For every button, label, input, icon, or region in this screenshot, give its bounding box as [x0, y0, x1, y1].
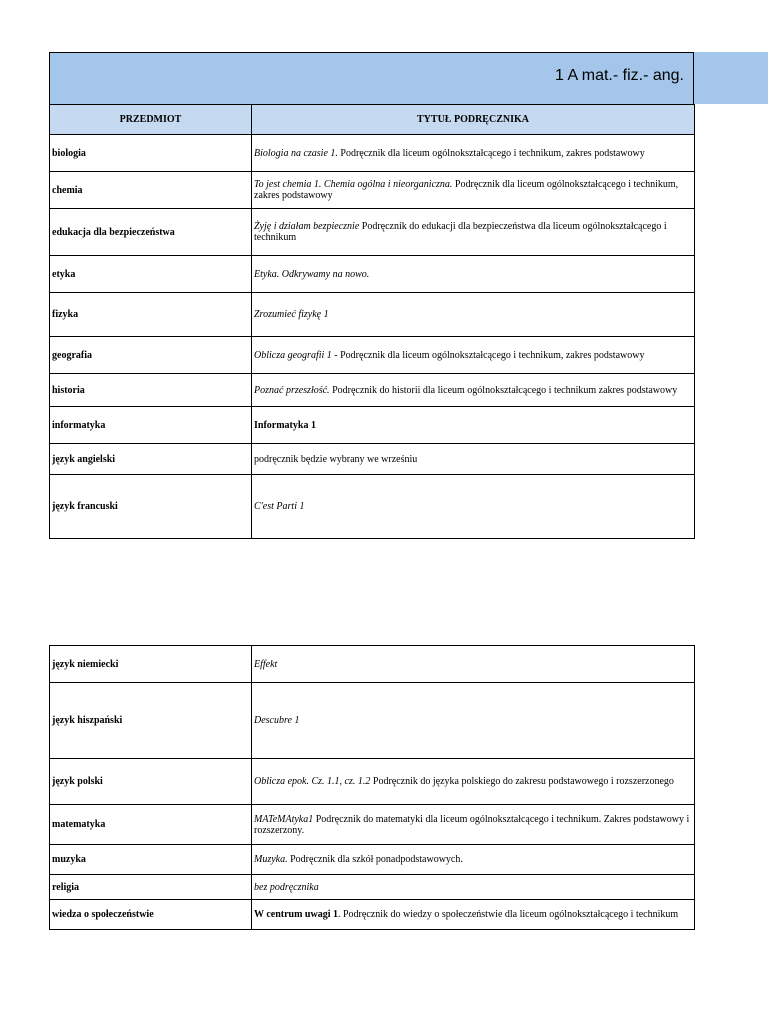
textbook-title-italic: Effekt	[254, 658, 278, 670]
table-row	[50, 135, 695, 172]
textbook-title-cell	[252, 900, 695, 930]
textbook-title-cell	[252, 845, 695, 875]
textbook-description: Podręcznik dla liceum ogólnokształcącego i technikum, zakres podstawowy	[254, 179, 679, 201]
subject-cell: język hiszpański	[50, 683, 252, 759]
textbook-description: Podręcznik do edukacji dla bezpieczeństwa dla liceum ogólnokształcącego i technikum	[254, 221, 667, 243]
table-row	[50, 293, 695, 337]
textbook-title-italic: MATeMAtyka1	[254, 813, 314, 825]
textbook-title-italic: Zrozumieć fizykę 1	[254, 309, 329, 320]
subject-cell: biologia	[50, 135, 252, 172]
subject-cell: religia	[50, 875, 252, 900]
textbook-title-italic: Oblicza geografii 1	[254, 349, 332, 361]
textbook-description: . Podręcznik do wiedzy o społeczeństwie dla liceum ogólnokształcącego i technikum	[337, 909, 679, 920]
table-row	[50, 256, 695, 293]
textbook-title-italic: Biologia na czasie 1.	[254, 147, 338, 159]
textbook-title-bold: W centrum uwagi 1	[254, 909, 338, 920]
table-header-row	[50, 105, 695, 135]
textbook-title-cell	[252, 646, 695, 683]
table-row	[50, 337, 695, 374]
textbook-title-italic: Muzyka.	[254, 854, 288, 865]
table-row	[50, 875, 695, 900]
textbook-description: Podręcznik do języka polskiego do zakresu podstawowego i rozszerzonego	[370, 776, 674, 787]
table-row	[50, 845, 695, 875]
table-row	[50, 444, 695, 475]
subject-cell: geografia	[50, 337, 252, 374]
textbook-table-2	[49, 645, 695, 930]
textbook-title-italic: C'est Parti 1	[254, 501, 305, 512]
textbook-title-italic: Etyka. Odkrywamy na nowo.	[254, 268, 370, 280]
subject-cell: etyka	[50, 256, 252, 293]
subject-cell: język polski	[50, 759, 252, 805]
textbook-title-cell	[252, 374, 695, 407]
textbook-title-cell	[252, 683, 695, 759]
table-row	[50, 475, 695, 539]
textbook-description: Podręcznik do matematyki dla liceum ogólnokształcącego i technikum. Zakres podstawowy i rozszerzony.	[254, 813, 690, 836]
textbook-title-bold: Informatyka 1	[254, 419, 316, 431]
subject-cell: język niemiecki	[50, 646, 252, 683]
textbook-description: Podręcznik dla liceum ogólnokształcącego i technikum, zakres podstawowy	[337, 147, 645, 159]
textbook-title-cell	[252, 759, 695, 805]
table-row	[50, 209, 695, 256]
table-row	[50, 374, 695, 407]
textbook-title-cell	[252, 875, 695, 900]
textbook-title-cell	[252, 293, 695, 337]
textbook-description: Podręcznik dla szkół ponadpodstawowych.	[287, 854, 463, 865]
textbook-title-italic: Poznać przeszłość.	[254, 384, 330, 396]
textbook-title-italic: To jest chemia 1. Chemia ogólna i nieorganiczna.	[254, 179, 453, 190]
column-header-subject: PRZEDMIOT	[50, 105, 252, 135]
textbook-description: podręcznik będzie wybrany we wrześniu	[254, 453, 418, 465]
textbook-title-cell	[252, 475, 695, 539]
textbook-title-italic: bez podręcznika	[254, 881, 319, 893]
page-title: 1 A mat.- fiz.- ang.	[555, 67, 684, 84]
subject-cell: matematyka	[50, 805, 252, 845]
subject-cell: wiedza o społeczeństwie	[50, 900, 252, 930]
table-row	[50, 759, 695, 805]
table-row	[50, 805, 695, 845]
table-row	[50, 646, 695, 683]
subject-cell: język francuski	[50, 475, 252, 539]
textbook-title-italic: Żyję i działam bezpiecznie	[254, 221, 360, 232]
textbook-title-cell	[252, 209, 695, 256]
textbook-title-cell	[252, 407, 695, 444]
subject-cell: informatyka	[50, 407, 252, 444]
table-row	[50, 683, 695, 759]
textbook-title-cell	[252, 172, 695, 209]
subject-cell: historia	[50, 374, 252, 407]
textbook-table-1	[49, 104, 695, 539]
subject-cell: chemia	[50, 172, 252, 209]
textbook-title-italic: Oblicza epok. Cz. 1.1, cz. 1.2	[254, 776, 371, 787]
table-row	[50, 900, 695, 930]
textbook-description: - Podręcznik dla liceum ogólnokształcącego i technikum, zakres podstawowy	[331, 349, 645, 361]
textbook-title-italic: Descubre 1	[254, 715, 300, 726]
subject-cell: edukacja dla bezpieczeństwa	[50, 209, 252, 256]
textbook-description: Podręcznik do historii dla liceum ogólnokształcącego i technikum zakres podstawowy	[329, 384, 678, 396]
table-row	[50, 407, 695, 444]
textbook-title-cell	[252, 337, 695, 374]
textbook-title-cell	[252, 444, 695, 475]
subject-cell: muzyka	[50, 845, 252, 875]
column-header-title: TYTUŁ PODRĘCZNIKA	[252, 105, 695, 135]
textbook-title-cell	[252, 135, 695, 172]
subject-cell: fizyka	[50, 293, 252, 337]
subject-cell: język angielski	[50, 444, 252, 475]
table-row	[50, 172, 695, 209]
textbook-title-cell	[252, 805, 695, 845]
textbook-title-cell	[252, 256, 695, 293]
